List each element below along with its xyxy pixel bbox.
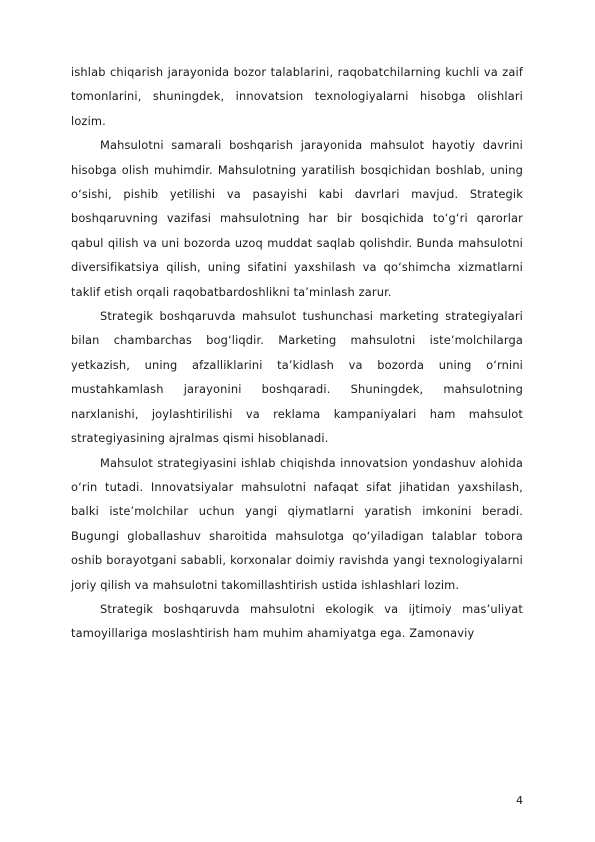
body-paragraph-4: Mahsulot strategiyasini ishlab chiqishda innovatsion yondashuv alohida o‘rin tutadi. Innovatsiyalar mahsulotni nafaqat sifat jihatidan yaxshilash, balki iste’molchilar uchun yangi qiymatlarni yaratish imkonini beradi. Bugungi globallashuv sharoitida mahsulotga qo‘yiladigan talablar tobora oshib borayotgani sababli, korxonalar doimiy ravishda yangi texnologiyalarni joriy qilish va mahsulotni takomillashtirish ustida ishlashlari lozim. <box>71 455 523 592</box>
page-number: 4 <box>516 794 523 807</box>
document-page <box>71 60 523 646</box>
body-paragraph-3: Strategik boshqaruvda mahsulot tushunchasi marketing strategiyalari bilan chambarchas bog‘liqdir. Marketing mahsulotni iste’molchilarga yetkazish, uning afzalliklarini ta’kidlash va bozorda uning o‘rnini mustahkamlash jarayonini boshqaradi. Shuningdek, mahsulotning narxlanishi, joylashtirilishi va reklama kampaniyalari ham mahsulot strategiyasining ajralmas qismi hisoblanadi. <box>71 309 523 446</box>
body-paragraph-5: Strategik boshqaruvda mahsulotni ekologik va ijtimoiy mas’uliyat tamoyillariga moslashtirish ham muhim ahamiyatga ega. Zamonaviy <box>71 601 523 641</box>
body-paragraph-1: ishlab chiqarish jarayonida bozor talablarini, raqobatchilarning kuchli va zaif tomonlarini, shuningdek, innovatsion texnologiyalarni hisobga olishlari lozim. <box>71 65 523 128</box>
body-paragraph-2: Mahsulotni samarali boshqarish jarayonida mahsulot hayotiy davrini hisobga olish muhimdir. Mahsulotning yaratilish bosqichidan boshlab, uning o‘sishi, pishib yetilishi va pasayishi kabi davrlari mavjud. Strategik boshqaruvning vazifasi mahsulotning har bir bosqichida to‘g‘ri qarorlar qabul qilish va uni bozorda uzoq muddat saqlab qolishdir. Bunda mahsulotni diversifikatsiya qilish, uning sifatini yaxshilash va qo‘shimcha xizmatlarni taklif etish orqali raqobatbardoshlikni ta’minlash zarur. <box>71 138 523 299</box>
